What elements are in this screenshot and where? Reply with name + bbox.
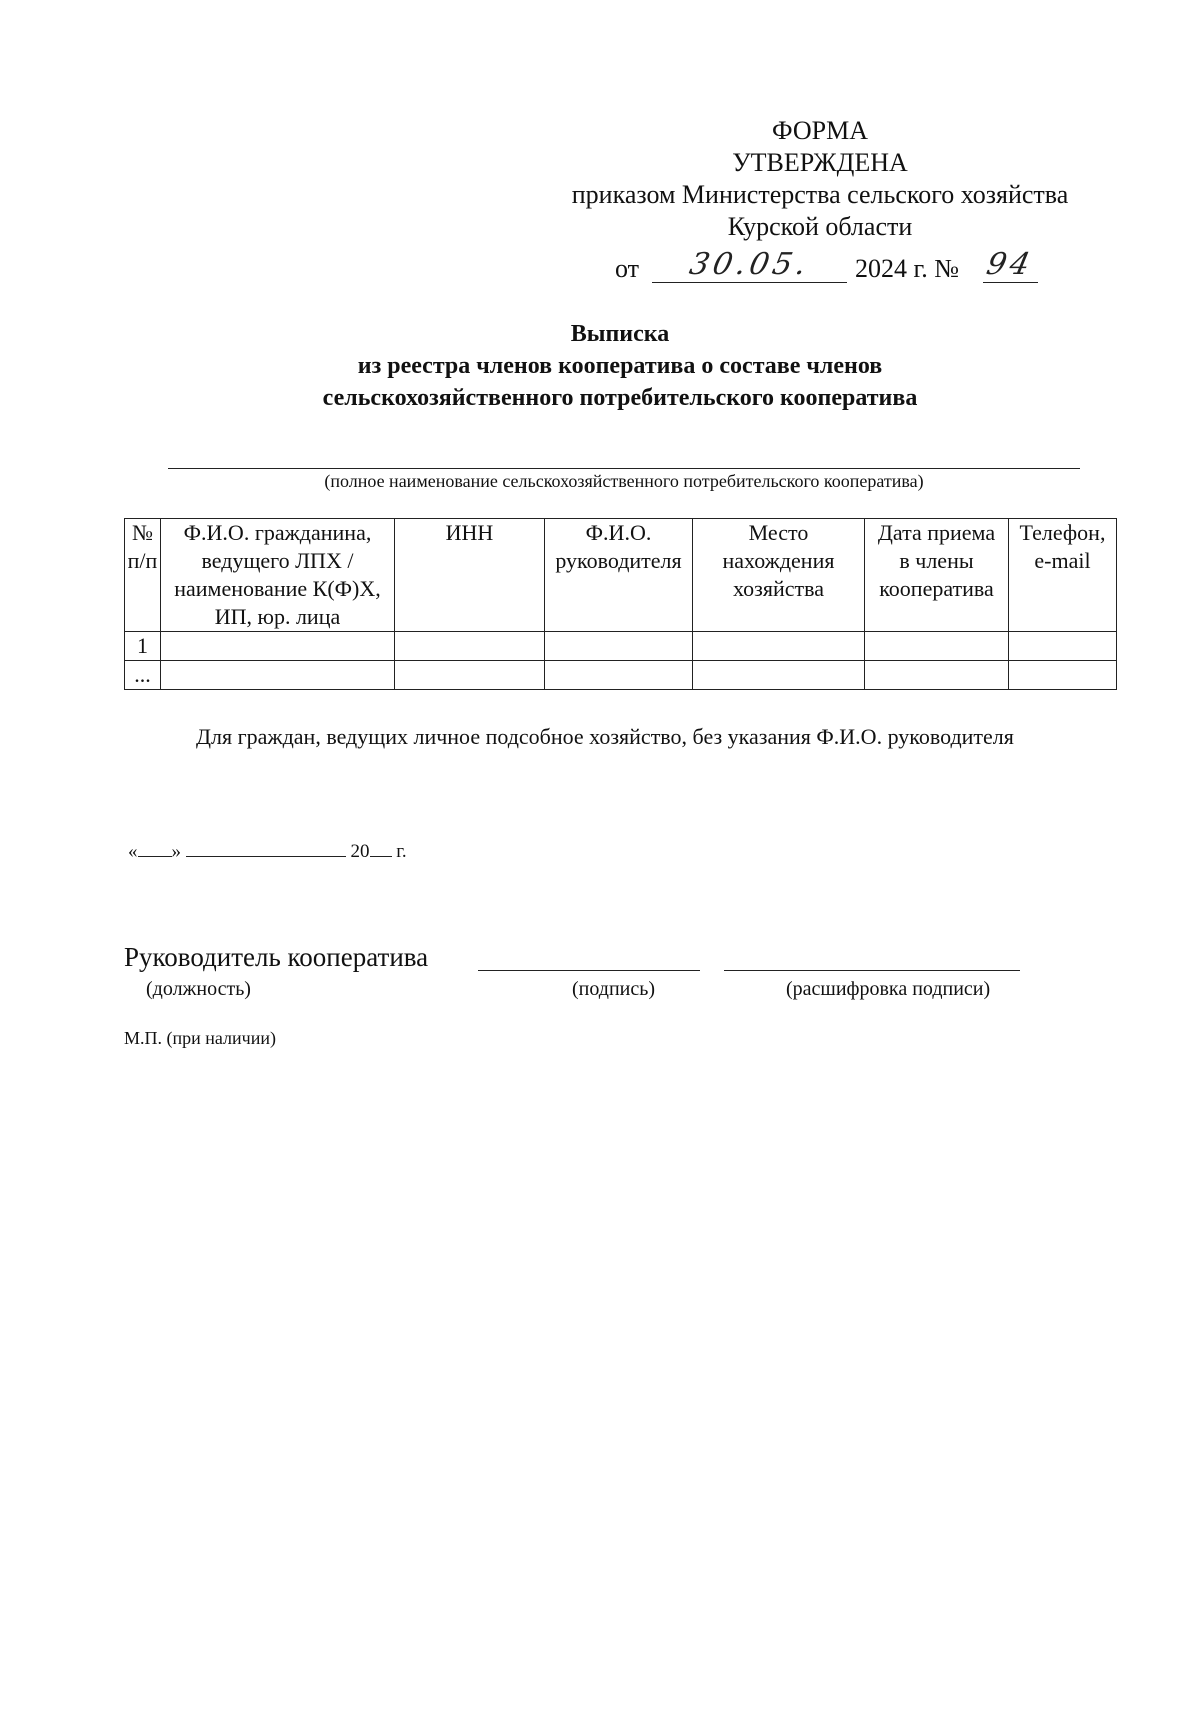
signature-position: Руководитель кооператива [124,942,429,972]
header-line: п/п [127,548,158,573]
header-line: ИНН [445,520,494,545]
title-line-1: Выписка [570,321,670,347]
handwritten-number: 94 [983,247,1038,282]
table-cell [865,661,1009,690]
region-line: Курской области [727,212,913,241]
year-prefix: 20 [350,841,370,862]
document-title [100,318,1140,414]
close-quote: » [171,841,181,862]
year-suffix: г. [396,841,407,862]
table-cell [865,632,1009,661]
header-line: руководителя [555,548,682,573]
table-cell [545,632,693,661]
form-label: ФОРМА [772,116,868,145]
header-line: Ф.И.О. гражданина, [183,520,372,545]
header-line: Место [748,520,809,545]
approval-date-line [540,249,1100,289]
members-table [124,518,1117,690]
year-blank [370,836,392,857]
signature-caption: (подпись) [572,978,656,1000]
header-line: Ф.И.О. [585,520,652,545]
header-full-name [161,519,395,632]
table-cell: 1 [125,632,161,661]
position-caption: (должность) [146,978,251,1000]
table-row [125,661,1117,690]
ltd-note: Для граждан, ведущих личное подсобное хозяйство, без указания Ф.И.О. руководителя [196,724,1014,749]
header-line: Телефон, [1019,520,1106,545]
header-manager-name [545,519,693,632]
table-cell [545,661,693,690]
header-line: наименование К(Ф)Х, [174,576,381,601]
handwritten-date: 30.05. [686,247,814,282]
header-line: e-mail [1034,548,1091,573]
organization-name-caption: (полное наименование сельскохозяйственного потребительского кооператива) [324,471,924,491]
title-line-3: сельскохозяйственного потребительского кооператива [322,385,918,411]
header-number [125,519,161,632]
day-blank [138,836,172,857]
signature-decoding-caption: (расшифровка подписи) [786,978,991,1000]
signature-decoding-line [724,970,1020,971]
year-number-label: 2024 г. № [855,254,960,283]
approval-block [540,115,1100,289]
table-cell [161,632,395,661]
approved-label: УТВЕРЖДЕНА [732,148,908,177]
stamp-place: М.П. (при наличии) [124,1028,276,1048]
signature-line [478,970,700,971]
header-line: № [132,520,153,545]
table-cell [1009,632,1117,661]
table-cell: ... [125,661,161,690]
table-cell [395,632,545,661]
table-header-row [125,519,1117,632]
table-cell [395,661,545,690]
table-cell [693,661,865,690]
table-cell [161,661,395,690]
header-location [693,519,865,632]
header-line: ИП, юр. лица [214,604,341,629]
header-contacts [1009,519,1117,632]
open-quote: « [128,841,138,862]
header-line: Дата приема [877,520,996,545]
header-line: ведущего ЛПХ / [201,548,354,573]
approval-number-field [983,249,1038,283]
date-prefix: от [615,254,640,283]
order-line: приказом Министерства сельского хозяйства [571,180,1069,209]
header-inn [395,519,545,632]
signing-date-row [128,836,407,863]
organization-name-line [168,468,1080,469]
month-blank [186,836,346,857]
header-line: в члены [899,548,974,573]
header-line: хозяйства [733,576,824,601]
header-admission-date [865,519,1009,632]
table-cell [693,632,865,661]
header-line: кооператива [879,576,994,601]
approval-date-field [652,249,847,283]
title-line-2: из реестра членов кооператива о составе членов [357,353,883,379]
table-row [125,632,1117,661]
header-line: нахождения [722,548,835,573]
table-cell [1009,661,1117,690]
